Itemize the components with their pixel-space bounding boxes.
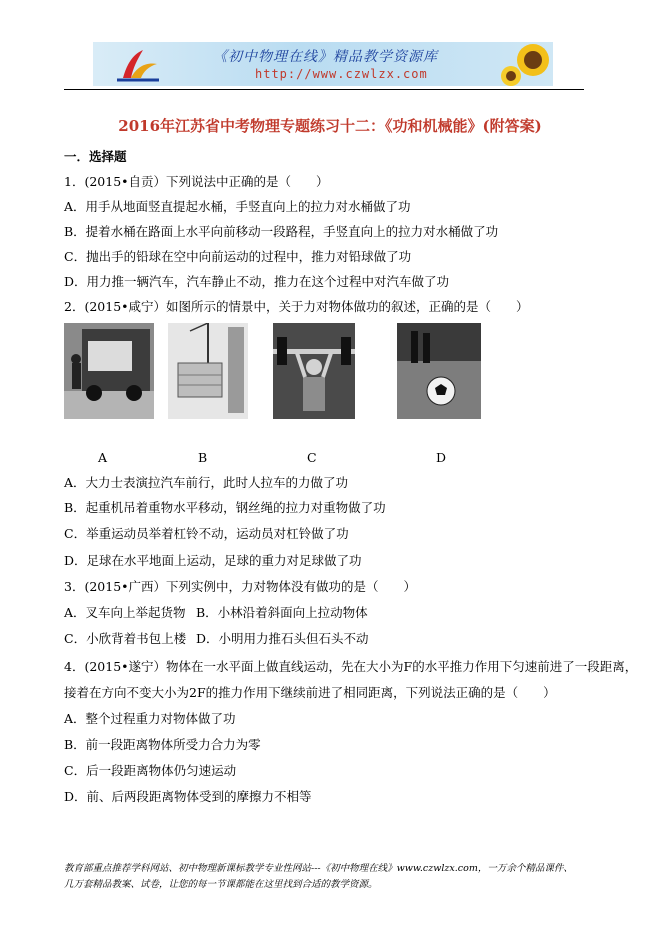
banner-title: 《初中物理在线》精品教学资源库 xyxy=(213,49,438,65)
photo-a-strongman-pulling-truck xyxy=(64,323,154,419)
image-label-b: B xyxy=(198,450,208,465)
question-3-option-b: B．小林沿着斜面向上拉动物体 xyxy=(196,605,368,620)
photo-d-football-on-grass xyxy=(397,323,481,419)
question-1-option-b: B．提着水桶在路面上水平向前移动一段路程，手竖直向上的拉力对水桶做了功 xyxy=(64,224,499,239)
question-3-option-c: C．小欣背着书包上楼 xyxy=(64,631,187,646)
question-4-stem: 4．(2015•遂宁）物体在一水平面上做直线运动，先在大小为F的水平推力作用下匀速前进了一段距离， xyxy=(64,659,638,674)
question-3-stem: 3．(2015•广西）下列实例中，力对物体没有做功的是（ ） xyxy=(64,579,417,594)
question-2-option-b: B．起重机吊着重物水平移动，钢丝绳的拉力对重物做了功 xyxy=(64,500,386,515)
question-3-option-a: A．叉车向上举起货物 xyxy=(64,605,186,620)
question-2-option-c: C．举重运动员举着杠铃不动，运动员对杠铃做了功 xyxy=(64,526,349,541)
image-label-d: D xyxy=(436,450,447,465)
banner-url: http://www.czwlzx.com xyxy=(255,67,428,81)
image-label-a: A xyxy=(98,450,108,465)
site-logo-icon xyxy=(113,46,161,82)
header-rule xyxy=(64,89,584,90)
footer-line-1: 教育部重点推荐学科网站、初中物理新课标教学专业性网站---《初中物理在线》www.czwlzx.com，一万余个精品课件、 xyxy=(64,863,573,874)
page-footer xyxy=(64,861,604,893)
section-heading: 一．选择题 xyxy=(64,149,127,164)
question-1-stem: 1．(2015•自贡）下列说法中正确的是（ ） xyxy=(64,174,329,189)
question-2-stem: 2．(2015•咸宁）如图所示的情景中，关于力对物体做功的叙述，正确的是（ ） xyxy=(64,299,529,314)
question-4-option-c: C．后一段距离物体仍匀速运动 xyxy=(64,763,237,778)
document-title: 2016年江苏省中考物理专题练习十二：《功和机械能》(附答案) xyxy=(118,117,542,135)
question-4-option-d: D．前、后两段距离物体受到的摩擦力不相等 xyxy=(64,789,312,804)
question-4-stem-continued: 接着在方向不变大小为2F的推力作用下继续前进了相同距离，下列说法正确的是（ ） xyxy=(64,685,556,700)
question-4-option-a: A．整个过程重力对物体做了功 xyxy=(64,711,236,726)
question-1-option-d: D．用力推一辆汽车，汽车静止不动，推力在这个过程中对汽车做了功 xyxy=(64,274,450,289)
question-3-option-d: D．小明用力推石头但石头不动 xyxy=(196,631,369,646)
question-1-option-c: C．抛出手的铅球在空中向前运动的过程中，推力对铅球做了功 xyxy=(64,249,412,264)
photo-c-weightlifter-holding-barbell xyxy=(273,323,355,419)
footer-line-2: 几万套精品教案、试卷，让您的每一节课都能在这里找到合适的教学资源。 xyxy=(64,879,378,890)
question-4-option-b: B．前一段距离物体所受力合力为零 xyxy=(64,737,261,752)
question-2-option-a: A．大力士表演拉汽车前行，此时人拉车的力做了功 xyxy=(64,475,349,490)
header-banner xyxy=(93,42,553,86)
question-1-option-a: A．用手从地面竖直提起水桶，手竖直向上的拉力对水桶做了功 xyxy=(64,199,411,214)
question-2-option-d: D．足球在水平地面上运动，足球的重力对足球做了功 xyxy=(64,553,362,568)
image-label-c: C xyxy=(307,450,317,465)
sunflower-icon xyxy=(493,42,553,86)
photo-b-crane-lifting-load xyxy=(168,323,248,419)
